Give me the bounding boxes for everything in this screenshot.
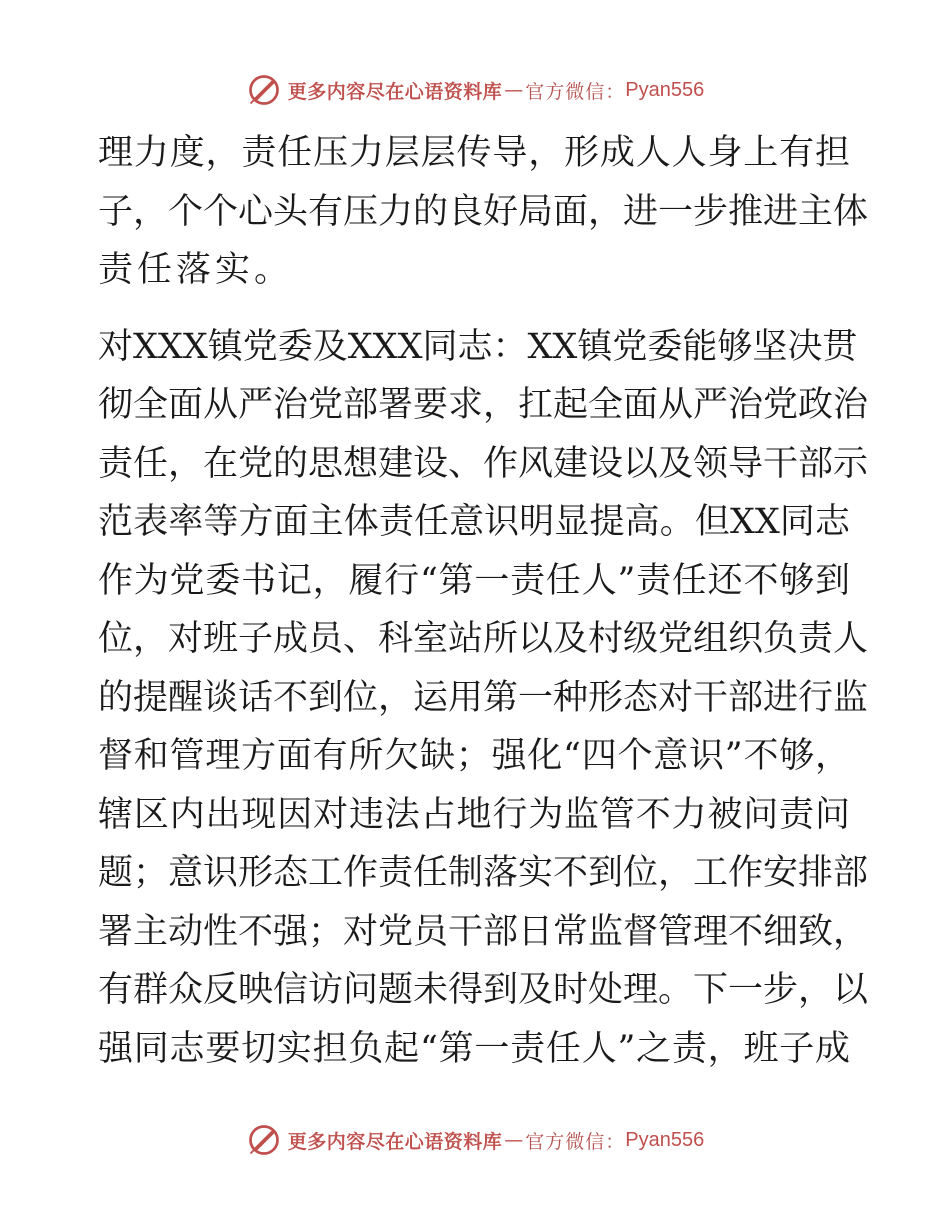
text-line: 强同志要切实担负起“第一责任人”之责，班子成 (98, 1028, 850, 1069)
text-line: 有群众反映信访问题未得到及时处理。下一步，以 (98, 970, 869, 1010)
paragraph-2 (98, 318, 869, 1079)
quill-logo-icon (246, 1122, 282, 1158)
banner-wechat-id: Pyan556 (625, 78, 705, 101)
paragraph-1 (98, 124, 869, 300)
text-line: 作为党委书记，履行“第一责任人”责任还不够到 (98, 560, 850, 601)
text-line: 辖区内出现因对违法占地行为监管不力被问责问 (98, 794, 850, 835)
text-line: 责任，在党的思想建设、作风建设以及领导干部示 (98, 443, 869, 484)
text-line: 督和管理方面有所欠缺；强化“四个意识”不够， (98, 736, 850, 776)
banner-dash: — (504, 79, 524, 101)
footer-banner (0, 1120, 950, 1160)
banner-sub-text: 官方微信： (525, 80, 626, 103)
document-body (98, 124, 869, 1078)
banner-wechat-id: Pyan556 (625, 1128, 705, 1151)
header-banner (0, 70, 950, 110)
text-line: 题；意识形态工作责任制落实不到位，工作安排部 (98, 853, 869, 893)
text-line: 彻全面从严治党部署要求，扛起全面从严治党政治 (98, 385, 869, 425)
banner-dash: — (504, 1129, 524, 1151)
text-line: 子，个个心头有压力的良好局面，进一步推进主体 (98, 191, 869, 232)
banner-sub-text: 官方微信： (525, 1130, 626, 1153)
text-line: 责任落实。 (98, 250, 294, 290)
banner-main-text: 更多内容尽在心语资料库 (287, 80, 503, 103)
text-line: 位，对班子成员、科室站所以及村级党组织负责人 (98, 619, 869, 659)
text-line: 范表率等方面主体责任意识明显提高。但XX同志 (98, 502, 850, 542)
text-line: 对XXX镇党委及XXX同志：XX镇党委能够坚决贯 (98, 326, 858, 367)
quill-logo-icon (246, 72, 282, 108)
text-line: 署主动性不强；对党员干部日常监督管理不细致， (98, 911, 869, 952)
banner-main-text: 更多内容尽在心语资料库 (287, 1130, 503, 1153)
text-line: 的提醒谈话不到位，运用第一种形态对干部进行监 (98, 677, 869, 718)
text-line: 理力度，责任压力层层传导，形成人人身上有担 (98, 133, 850, 173)
